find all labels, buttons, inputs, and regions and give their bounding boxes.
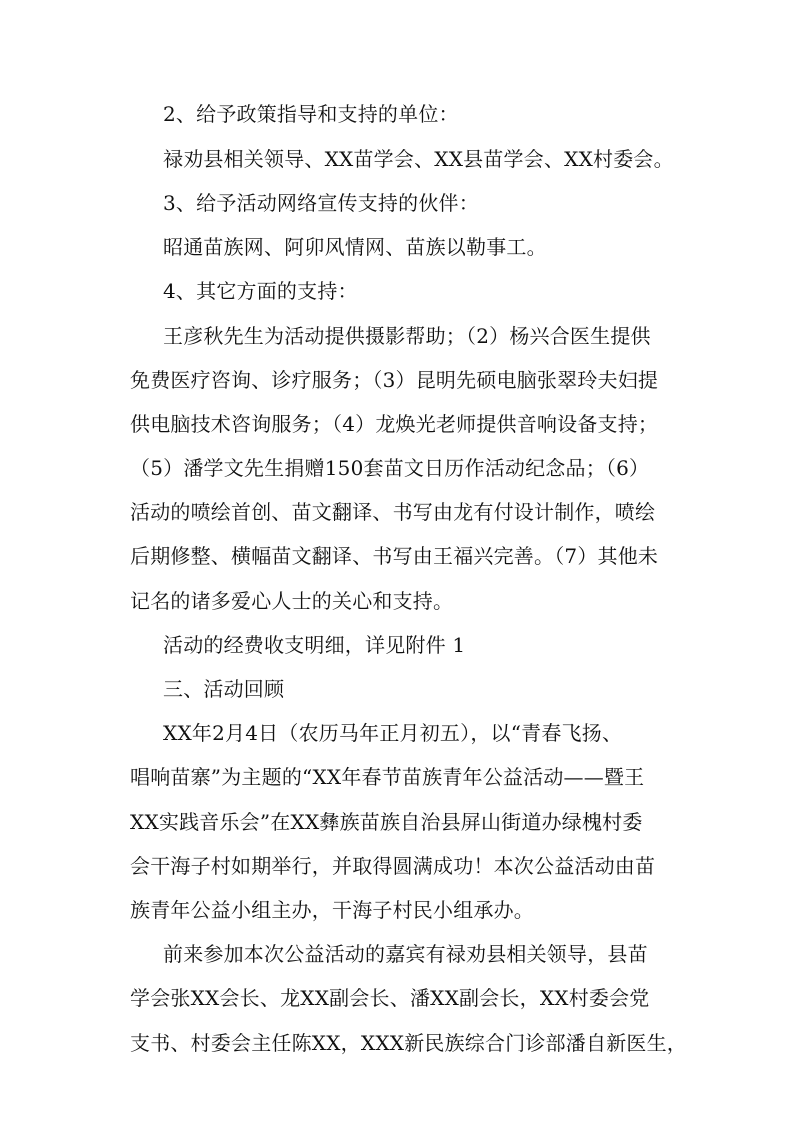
policy-support-units: 禄劝县相关领导、XX苗学会、XX县苗学会、XX村委会。 xyxy=(163,147,674,171)
guests-paragraph-line: 支书、村委会主任陈XX，XXX新民族综合门诊部潘自新医生， xyxy=(130,1031,687,1055)
other-support-paragraph-line: 供电脑技术咨询服务；（4）龙焕光老师提供音响设备支持； xyxy=(130,412,659,436)
other-support-paragraph-line: 王彦秋先生为活动提供摄影帮助；（2）杨兴合医生提供 xyxy=(163,324,651,348)
other-support-paragraph-line: 记名的诸多爱心人士的关心和支持。 xyxy=(130,589,454,613)
guests-paragraph-line: 前来参加本次公益活动的嘉宾有禄劝县相关领导，县苗 xyxy=(163,942,648,966)
activity-review-paragraph-line: XX实践音乐会”在XX彝族苗族自治县屏山街道办绿槐村委 xyxy=(130,810,643,834)
funding-details-note: 活动的经费收支明细，详见附件 1 xyxy=(163,633,466,657)
network-support-partners: 昭通苗族网、阿卯风情网、苗族以勒事工。 xyxy=(163,235,547,259)
list-item-other-support-heading: 4、其它方面的支持： xyxy=(163,279,358,303)
section-heading-activity-review: 三、活动回顾 xyxy=(163,677,285,701)
other-support-paragraph-line: 活动的喷绘首创、苗文翻译、书写由龙有付设计制作，喷绘 xyxy=(130,500,656,524)
activity-review-paragraph-line: XX年2月4日（农历马年正月初五），以“青春飞扬、 xyxy=(163,721,623,745)
guests-paragraph-line: 学会张XX会长、龙XX副会长、潘XX副会长，XX村委会党 xyxy=(130,986,650,1010)
list-item-network-support-heading: 3、给予活动网络宣传支持的伙伴： xyxy=(163,191,479,215)
list-item-policy-support-heading: 2、给予政策指导和支持的单位： xyxy=(163,102,459,126)
other-support-paragraph-line: 免费医疗咨询、诊疗服务；（3）昆明先硕电脑张翠玲夫妇提 xyxy=(130,368,659,392)
activity-review-paragraph-line: 会干海子村如期举行，并取得圆满成功！本次公益活动由苗 xyxy=(130,854,656,878)
activity-review-paragraph-line: 族青年公益小组主办，干海子村民小组承办。 xyxy=(130,898,534,922)
other-support-paragraph-line: （5）潘学文先生捐赠150套苗文日历作活动纪念品；（6） xyxy=(130,456,650,480)
activity-review-paragraph-line: 唱响苗寨”为主题的“XX年春节苗族青年公益活动——暨王 xyxy=(130,765,645,789)
other-support-paragraph-line: 后期修整、横幅苗文翻译、书写由王福兴完善。（7）其他未 xyxy=(130,544,659,568)
